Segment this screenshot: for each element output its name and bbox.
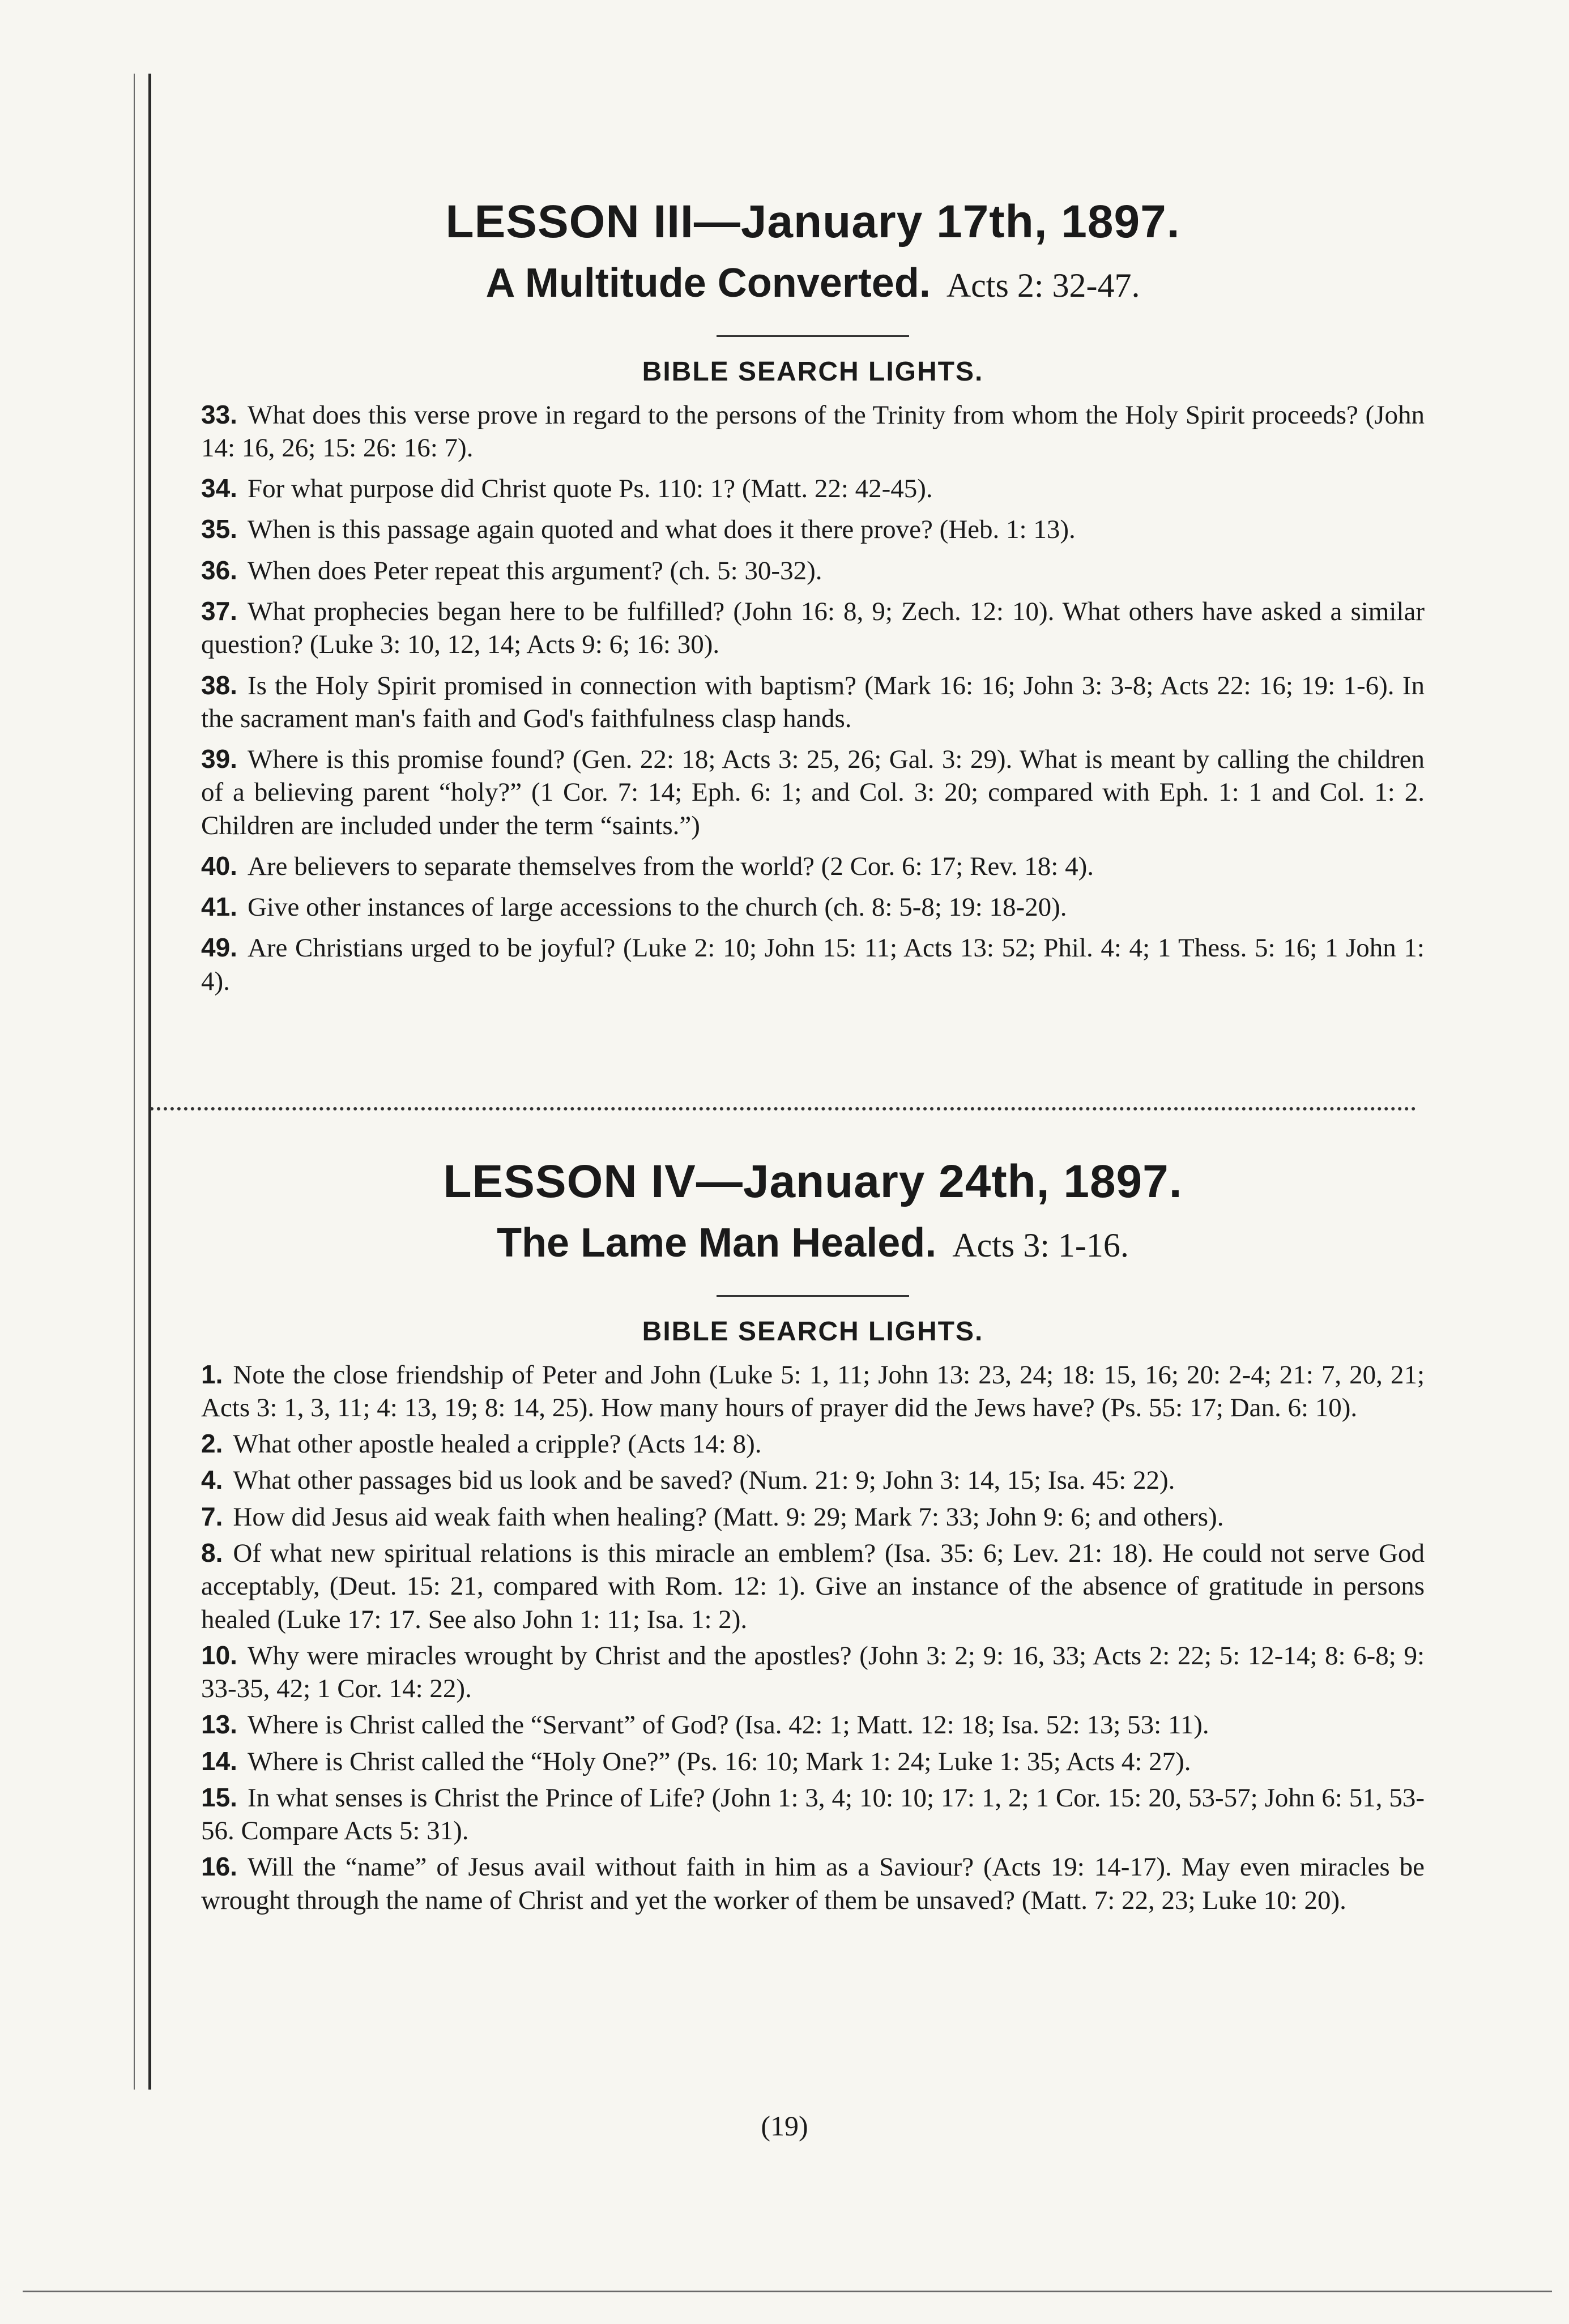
- question-number: 10.: [201, 1640, 237, 1670]
- lesson-iv: [201, 1155, 1425, 1920]
- page-number: (19): [761, 2110, 808, 2142]
- question-number: 2.: [201, 1429, 223, 1459]
- question-number: 41.: [201, 892, 237, 922]
- question-text: What prophecies began here to be fulfilled? (John 16: 8, 9; Zech. 12: 10). What others have asked a similar question? (Luke 3: 10, 12, 14; Acts 9: 6; 16: 30).: [201, 597, 1425, 660]
- question-item: [201, 1708, 1425, 1741]
- question-item: [201, 1745, 1425, 1778]
- question-text: Where is Christ called the “Servant” of God? (Isa. 42: 1; Matt. 12: 18; Isa. 52: 13; 53: 11).: [247, 1710, 1209, 1740]
- question-item: [201, 472, 1425, 505]
- question-item: [201, 1782, 1425, 1848]
- question-text: When is this passage again quoted and what does it there prove? (Heb. 1: 13).: [247, 515, 1076, 545]
- question-list: [201, 1358, 1425, 1917]
- bottom-rule: [23, 2291, 1552, 2292]
- question-number: 39.: [201, 744, 237, 774]
- question-item: [201, 1428, 1425, 1460]
- question-item: [201, 554, 1425, 587]
- question-number: 8.: [201, 1538, 223, 1568]
- question-item: [201, 1851, 1425, 1917]
- question-item: [201, 743, 1425, 842]
- lesson-subtitle: A Multitude Converted.: [485, 260, 931, 306]
- question-text: For what purpose did Christ quote Ps. 110: 1? (Matt. 22: 42-45).: [247, 474, 933, 504]
- question-text: What other apostle healed a cripple? (Acts 14: 8).: [233, 1429, 762, 1459]
- question-text: Give other instances of large accessions to the church (ch. 8: 5-8; 19: 18-20).: [247, 892, 1067, 922]
- question-number: 37.: [201, 596, 237, 626]
- question-item: [201, 1501, 1425, 1533]
- question-item: [201, 1537, 1425, 1636]
- question-item: [201, 1358, 1425, 1425]
- lesson-subtitle-line: [201, 1219, 1425, 1267]
- question-number: 16.: [201, 1852, 237, 1882]
- question-number: 1.: [201, 1359, 223, 1389]
- question-number: 35.: [201, 514, 237, 544]
- question-list: [201, 399, 1425, 998]
- question-number: 40.: [201, 851, 237, 881]
- question-text: How did Jesus aid weak faith when healing? (Matt. 9: 29; Mark 7: 33; John 9: 6; and others).: [233, 1502, 1224, 1532]
- question-text: Are Christians urged to be joyful? (Luke 2: 10; John 15: 11; Acts 13: 52; Phil. 4: 4; 1 Thess. 5: 16; 1 John 1: 4).: [201, 933, 1425, 996]
- question-text: Is the Holy Spirit promised in connection with baptism? (Mark 16: 16; John 3: 3-8; Acts 22: 16; 19: 1-6). In the sacrament man's faith and God's faithfulness clasp hands.: [201, 670, 1425, 733]
- section-rule: [717, 335, 909, 337]
- lesson-title: LESSON III—January 17th, 1897.: [445, 196, 1180, 247]
- question-text: In what senses is Christ the Prince of Life? (John 1: 3, 4; 10: 10; 17: 1, 2; 1 Cor. 15: 20, 53-57; John 6: 51, 53-56. Compare Acts 5: 31).: [201, 1783, 1425, 1846]
- question-number: 13.: [201, 1710, 237, 1740]
- question-number: 49.: [201, 933, 237, 963]
- question-item: [201, 850, 1425, 883]
- question-number: 15.: [201, 1782, 237, 1812]
- question-number: 34.: [201, 473, 237, 503]
- lesson-title: LESSON IV—January 24th, 1897.: [443, 1156, 1183, 1207]
- question-item: [201, 595, 1425, 661]
- question-item: [201, 891, 1425, 924]
- margin-rule: [148, 74, 151, 2090]
- lesson-subtitle-line: [201, 259, 1425, 307]
- question-number: 4.: [201, 1465, 223, 1495]
- question-item: [201, 399, 1425, 465]
- question-item: [201, 513, 1425, 546]
- question-item: [201, 1639, 1425, 1706]
- section-heading: BIBLE SEARCH LIGHTS.: [642, 1316, 984, 1347]
- question-number: 7.: [201, 1501, 223, 1531]
- question-number: 36.: [201, 555, 237, 585]
- section-rule: [717, 1295, 909, 1297]
- lesson-iii: [201, 195, 1425, 1006]
- section-heading: BIBLE SEARCH LIGHTS.: [642, 356, 984, 387]
- margin-rule-thin: [134, 74, 135, 2090]
- question-text: What does this verse prove in regard to the persons of the Trinity from whom the Holy Spirit proceeds? (John 14: 16, 26; 15: 26: 16: 7).: [201, 400, 1425, 463]
- question-text: Why were miracles wrought by Christ and the apostles? (John 3: 2; 9: 16, 33; Acts 2: 22; 5: 12-14; 8: 6-8; 9: 33-35, 42; 1 Cor. 14: 22).: [201, 1641, 1425, 1704]
- question-item: [201, 1464, 1425, 1497]
- question-item: [201, 669, 1425, 736]
- question-text: When does Peter repeat this argument? (ch. 5: 30-32).: [247, 556, 822, 586]
- question-text: Will the “name” of Jesus avail without faith in him as a Saviour? (Acts 19: 14-17). May even miracles be wrought through the name of Christ and yet the worker of them be unsaved? (Matt. 7: 22, 23; Luke 10: 20).: [201, 1852, 1425, 1915]
- lesson-divider: [150, 1107, 1416, 1110]
- question-text: Of what new spiritual relations is this miracle an emblem? (Isa. 35: 6; Lev. 21: 18). He could not serve God acceptably, (Deut. 15: 21, compared with Rom. 12: 1). Give an instance of the absence of gratitude in persons healed (Luke 17: 17. See also John 1: 11; Isa. 1: 2).: [201, 1539, 1425, 1634]
- lesson-subtitle: The Lame Man Healed.: [497, 1220, 937, 1266]
- question-text: What other passages bid us look and be saved? (Num. 21: 9; John 3: 14, 15; Isa. 45: 22).: [233, 1466, 1175, 1496]
- question-text: Where is this promise found? (Gen. 22: 18; Acts 3: 25, 26; Gal. 3: 29). What is meant by calling the children of a believing parent “holy?” (1 Cor. 7: 14; Eph. 6: 1; and Col. 3: 20; compared with Eph. 1: 1 and Col. 1: 2. Children are included under the term “saints.”): [201, 745, 1425, 840]
- question-item: [201, 932, 1425, 998]
- question-number: 33.: [201, 399, 237, 429]
- scripture-reference: Acts 3: 1-16.: [952, 1227, 1129, 1264]
- scripture-reference: Acts 2: 32-47.: [946, 267, 1140, 305]
- question-text: Where is Christ called the “Holy One?” (Ps. 16: 10; Mark 1: 24; Luke 1: 35; Acts 4: 27).: [247, 1746, 1191, 1776]
- question-number: 38.: [201, 670, 237, 700]
- question-text: Are believers to separate themselves from the world? (2 Cor. 6: 17; Rev. 18: 4).: [247, 851, 1094, 881]
- question-text: Note the close friendship of Peter and John (Luke 5: 1, 11; John 13: 23, 24; 18: 15, 16; 20: 2-4; 21: 7, 20, 21; Acts 3: 1, 3, 11; 4: 13, 19; 8: 14, 25). How many hours of prayer did the Jews have? (Ps. 55: 17; Dan. 6: 10).: [201, 1360, 1425, 1422]
- question-number: 14.: [201, 1746, 237, 1776]
